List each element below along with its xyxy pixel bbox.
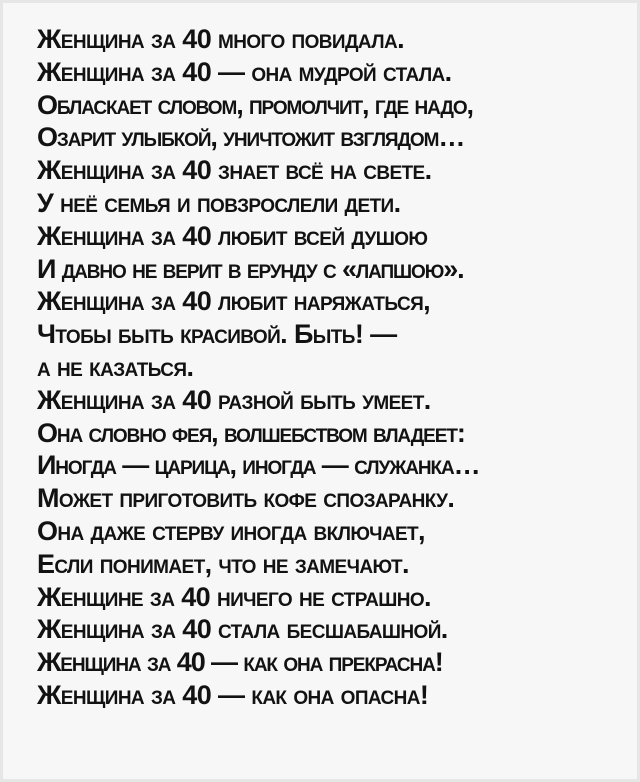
poem-line: Женщина за 40 стала бесшабашной. [37,614,448,645]
poem-line: Женщине за 40 ничего не страшно. [37,581,431,612]
poem-line: Если понимает, что не замечают. [37,548,409,579]
poem-line: Чтобы быть красивой. Быть! — [37,319,397,350]
poem-line: Женщина за 40 знает всё на свете. [37,155,432,186]
poem-line: а не казаться. [37,351,194,382]
poem-line: Иногда — царица, иногда — служанка… [37,450,480,481]
poem-line: Женщина за 40 — как она опасна! [37,679,429,710]
poem-line: Женщина за 40 любит наряжаться, [37,286,431,317]
poem-line: Женщина за 40 много повидала. [37,24,405,54]
poem-line: Может приготовить кофе спозаранку. [37,483,455,514]
poem-line: Женщина за 40 — она мудрой стала. [37,56,452,87]
poem-line: И давно не верит в ерунду с «лапшою». [37,253,464,284]
poem-line: Женщина за 40 любит всей душою [37,220,428,251]
poem-line: Обласкает словом, промолчит, где надо, [37,89,473,120]
poem-line: Женщина за 40 разной быть умеет. [37,384,431,415]
poem-line: Озарит улыбкой, уничтожит взглядом… [37,122,465,153]
poem-line: Женщина за 40 — как она прекрасна! [37,647,443,678]
poem-line: Она словно фея, волшебством владеет: [37,417,465,448]
poem-line: Она даже стерву иногда включает, [37,515,425,546]
poem-text [37,23,637,712]
poem-line: У неё семья и повзрослели дети. [37,187,401,218]
